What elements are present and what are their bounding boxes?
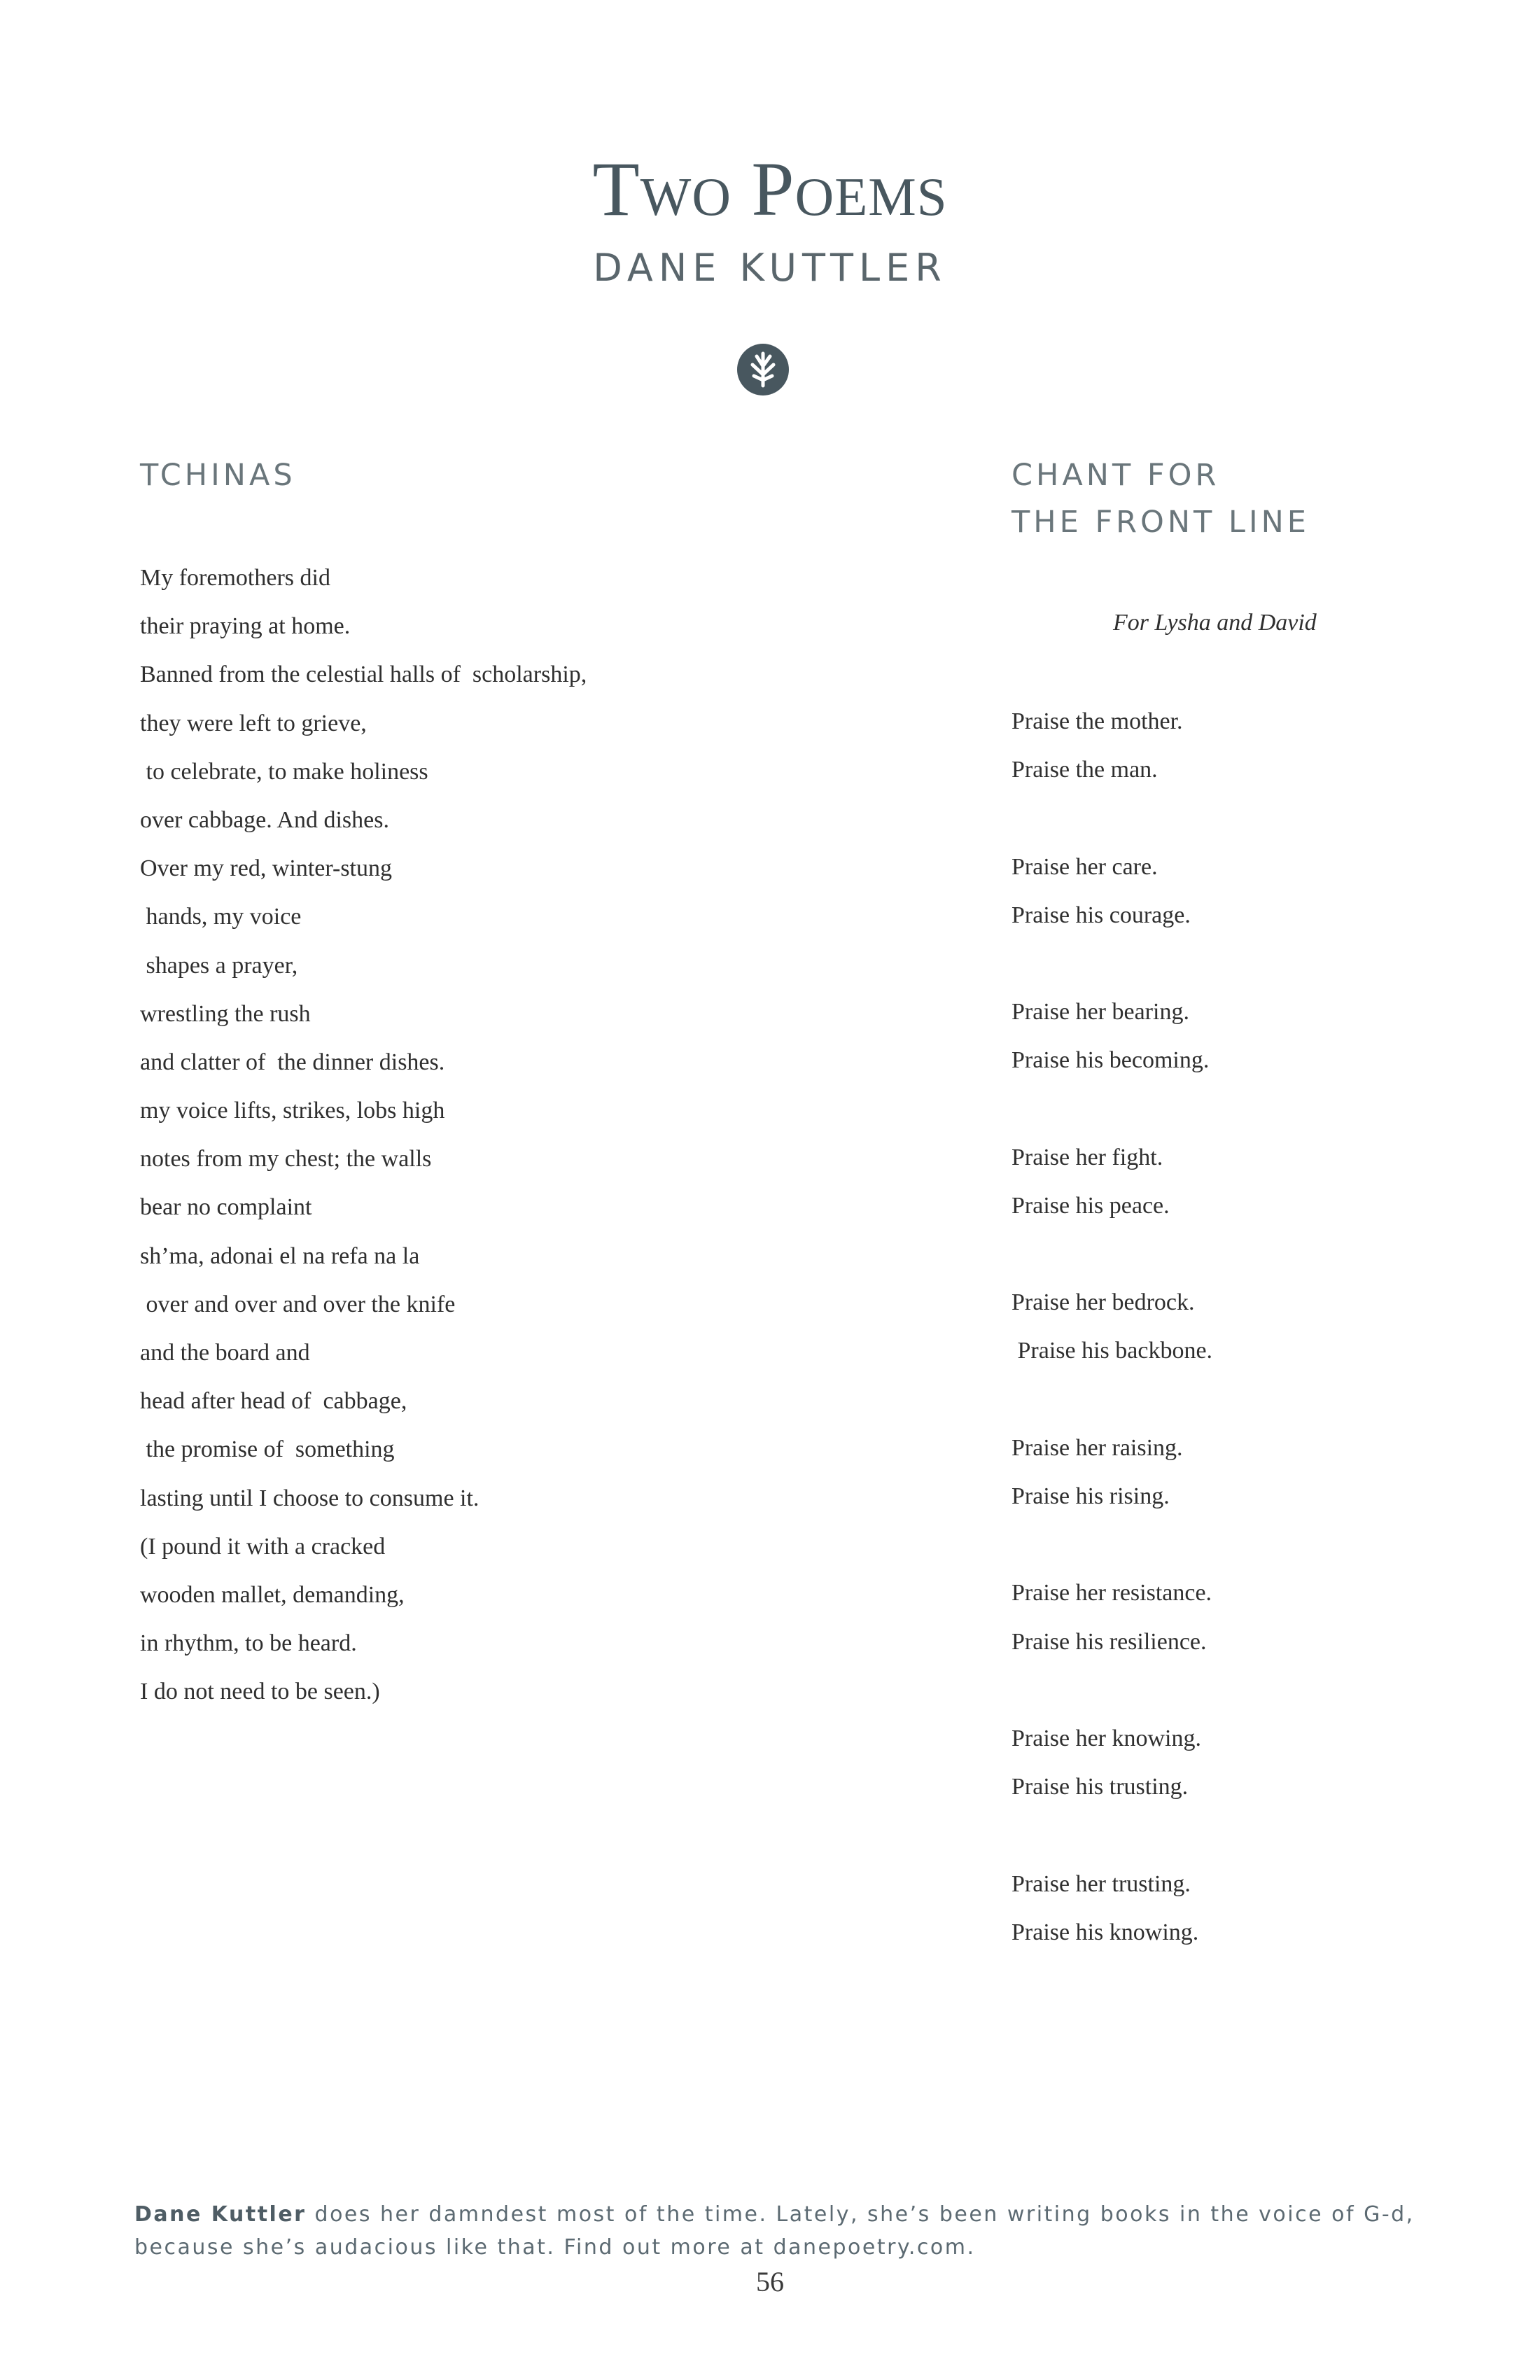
poem-line: Praise his courage. bbox=[1011, 902, 1191, 928]
poem-line: they were left to grieve, bbox=[140, 710, 367, 736]
poem-line: Praise his backbone. bbox=[1011, 1338, 1213, 1364]
poem-line: Praise his resilience. bbox=[1011, 1628, 1207, 1655]
poem-line: Over my red, winter-stung bbox=[140, 855, 393, 882]
poem-line: hands, my voice bbox=[140, 904, 302, 930]
poem-line: Praise the man. bbox=[1011, 757, 1158, 783]
poem-line: Praise her trusting. bbox=[1011, 1870, 1191, 1897]
poem-line bbox=[1011, 1520, 1212, 1569]
poem-line: over and over and over the knife bbox=[140, 1291, 456, 1317]
poem-title-chant-line1: CHANT FOR bbox=[1011, 458, 1220, 493]
poem-line: Praise the mother. bbox=[1011, 708, 1183, 734]
poem-line: the promise of something bbox=[140, 1436, 395, 1463]
poem-dedication: For Lysha and David bbox=[1113, 610, 1317, 636]
poem-line: Praise her resistance. bbox=[1011, 1580, 1212, 1606]
bio-text: does her damndest most of the time. Lately, she’s been writing books in the voice of G-d, because she’s audacious like that. Find out more at danepoetry.com. bbox=[134, 2202, 1415, 2260]
poem-line: Praise her bearing. bbox=[1011, 999, 1189, 1026]
poem-line: and clatter of the dinner dishes. bbox=[140, 1049, 445, 1075]
poem-line: Praise his knowing. bbox=[1011, 1919, 1199, 1945]
poem-title-tchinas: TCHINAS bbox=[140, 458, 296, 493]
poem-line: to celebrate, to make holiness bbox=[140, 758, 428, 785]
page-title: Two Poems bbox=[592, 146, 948, 232]
poem-line bbox=[1011, 1085, 1212, 1133]
poem-line: My foremothers did bbox=[140, 565, 330, 591]
page-number: 56 bbox=[756, 2266, 784, 2297]
poem-line: Praise his becoming. bbox=[1011, 1047, 1210, 1074]
poem-line bbox=[1011, 794, 1212, 842]
poem-lines-tchinas bbox=[140, 554, 587, 1716]
poem-lines-chant bbox=[1011, 697, 1212, 1956]
poem-line: Banned from the celestial halls of scholarship, bbox=[140, 662, 587, 688]
poem-line: wrestling the rush bbox=[140, 1000, 311, 1027]
poem-line: I do not need to be seen.) bbox=[140, 1679, 380, 1705]
poem-line: Praise her care. bbox=[1011, 853, 1158, 880]
poem-line: lasting until I choose to consume it. bbox=[140, 1485, 479, 1511]
poem-line: over cabbage. And dishes. bbox=[140, 806, 389, 833]
poem-line bbox=[1011, 1666, 1212, 1714]
poem-line: their praying at home. bbox=[140, 613, 351, 640]
poem-line: Praise her fight. bbox=[1011, 1144, 1163, 1170]
poem-line: in rhythm, to be heard. bbox=[140, 1630, 357, 1657]
poem-line: Praise his trusting. bbox=[1011, 1774, 1189, 1800]
poem-line: (I pound it with a cracked bbox=[140, 1533, 386, 1560]
poem-line: Praise her bedrock. bbox=[1011, 1289, 1195, 1316]
poem-line: Praise his rising. bbox=[1011, 1483, 1170, 1509]
tree-emblem-icon bbox=[737, 344, 789, 396]
poem-line bbox=[1011, 1230, 1212, 1278]
poem-line: shapes a prayer, bbox=[140, 952, 298, 979]
poem-line: Praise her knowing. bbox=[1011, 1725, 1202, 1751]
poem-title-chant-line2: THE FRONT LINE bbox=[1011, 505, 1310, 540]
poem-line: wooden mallet, demanding, bbox=[140, 1581, 405, 1608]
bio-author-name: Dane Kuttler bbox=[134, 2202, 307, 2227]
author-bio bbox=[134, 2198, 1436, 2264]
poem-line bbox=[1011, 939, 1212, 988]
poem-line bbox=[1011, 1811, 1212, 1859]
poem-line: and the board and bbox=[140, 1340, 310, 1366]
poem-line: notes from my chest; the walls bbox=[140, 1146, 432, 1172]
author-name: DANE KUTTLER bbox=[593, 246, 947, 290]
poem-line: sh’ma, adonai el na refa na la bbox=[140, 1242, 420, 1269]
poem-line: head after head of cabbage, bbox=[140, 1388, 407, 1415]
poem-line: Praise his peace. bbox=[1011, 1192, 1170, 1219]
poem-line: my voice lifts, strikes, lobs high bbox=[140, 1098, 445, 1124]
poem-line: bear no complaint bbox=[140, 1194, 312, 1221]
poem-line: Praise her raising. bbox=[1011, 1434, 1183, 1461]
poem-line bbox=[1011, 1376, 1212, 1424]
